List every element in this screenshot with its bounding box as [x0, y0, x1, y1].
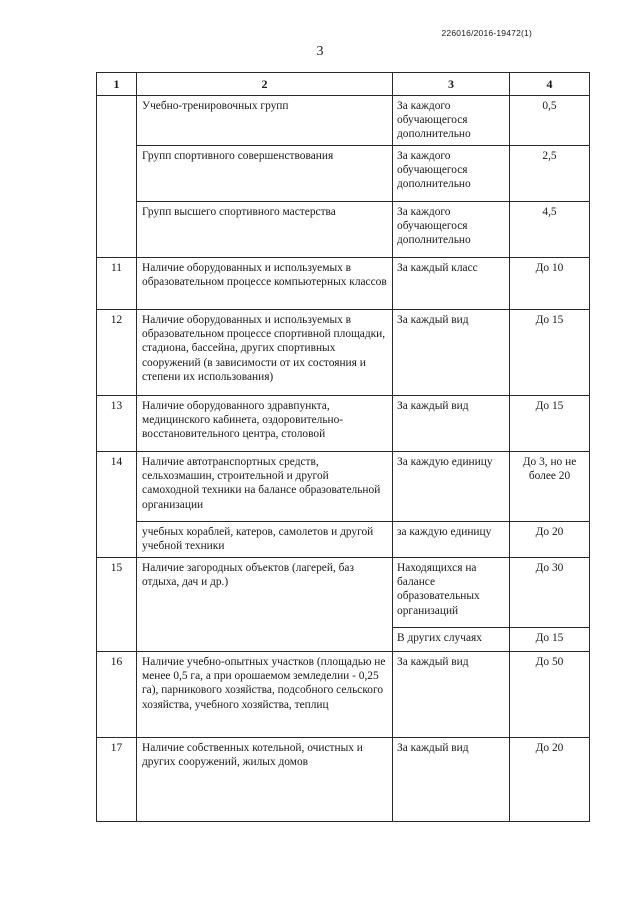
row-unit: Находящихся на балансе образовательных организаций: [393, 558, 510, 628]
row-description: Наличие собственных котельной, очистных и других сооружений, жилых домов: [137, 738, 393, 822]
header-col-4: 4: [510, 73, 590, 96]
table-row: [97, 96, 590, 146]
row-unit: За каждый вид: [393, 738, 510, 822]
row-description: Наличие автотранспортных средств, сельхозмашин, строительной и другой самоходной техники на балансе образовательной организации: [137, 452, 393, 522]
row-description: Учебно-тренировочных групп: [137, 96, 393, 146]
row-unit: За каждый вид: [393, 652, 510, 738]
table-row: [97, 146, 590, 202]
row-number: 13: [97, 396, 137, 452]
row-number: 14: [97, 452, 137, 558]
row-value: До 50: [510, 652, 590, 738]
row-number: [97, 96, 137, 258]
row-description: Наличие оборудованных и используемых в образовательном процессе спортивной площадки, стадиона, бассейна, других спортивных сооружений (в зависимости от их состояния и степени их использования): [137, 310, 393, 396]
row-unit: За каждый класс: [393, 258, 510, 310]
table-row: [97, 738, 590, 822]
row-unit: За каждую единицу: [393, 452, 510, 522]
row-number: 11: [97, 258, 137, 310]
table-row: [97, 522, 590, 558]
criteria-table: [96, 72, 590, 822]
table-row: [97, 202, 590, 258]
table-row: [97, 652, 590, 738]
row-unit: За каждый вид: [393, 396, 510, 452]
row-unit: За каждого обучающегося дополнительно: [393, 96, 510, 146]
row-value: До 3, но не более 20: [510, 452, 590, 522]
table-row: [97, 310, 590, 396]
row-value: 2,5: [510, 146, 590, 202]
row-description: Наличие оборудованных и используемых в образовательном процессе компьютерных классов: [137, 258, 393, 310]
row-description: Групп спортивного совершенствования: [137, 146, 393, 202]
row-number: 12: [97, 310, 137, 396]
table-row: [97, 452, 590, 522]
table-row: [97, 396, 590, 452]
table-row: [97, 558, 590, 628]
row-description: учебных кораблей, катеров, самолетов и другой учебной техники: [137, 522, 393, 558]
document-id: 226016/2016-19472(1): [441, 28, 532, 38]
header-col-2: 2: [137, 73, 393, 96]
table-header-row: [97, 73, 590, 96]
row-value: До 15: [510, 310, 590, 396]
page-number: 3: [316, 44, 324, 59]
row-unit: За каждого обучающегося дополнительно: [393, 146, 510, 202]
row-value: 0,5: [510, 96, 590, 146]
row-value: 4,5: [510, 202, 590, 258]
header-col-3: 3: [393, 73, 510, 96]
header-col-1: 1: [97, 73, 137, 96]
row-value: До 20: [510, 522, 590, 558]
table-row: [97, 258, 590, 310]
row-value: До 15: [510, 628, 590, 652]
row-number: 15: [97, 558, 137, 652]
row-number: 17: [97, 738, 137, 822]
row-description: Наличие загородных объектов (лагерей, баз отдыха, дач и др.): [137, 558, 393, 652]
row-unit: За каждого обучающегося дополнительно: [393, 202, 510, 258]
row-description: Наличие учебно-опытных участков (площадью не менее 0,5 га, а при орошаемом земледелии - 0,25 га), парникового хозяйства, подсобного сельского хозяйства, учебного хозяйства, теплиц: [137, 652, 393, 738]
row-number: 16: [97, 652, 137, 738]
row-unit: За каждый вид: [393, 310, 510, 396]
row-value: До 30: [510, 558, 590, 628]
row-value: До 20: [510, 738, 590, 822]
row-unit: за каждую единицу: [393, 522, 510, 558]
row-value: До 10: [510, 258, 590, 310]
row-value: До 15: [510, 396, 590, 452]
row-description: Групп высшего спортивного мастерства: [137, 202, 393, 258]
row-unit: В других случаях: [393, 628, 510, 652]
row-description: Наличие оборудованного здравпункта, медицинского кабинета, оздоровительно-восстановительного центра, столовой: [137, 396, 393, 452]
